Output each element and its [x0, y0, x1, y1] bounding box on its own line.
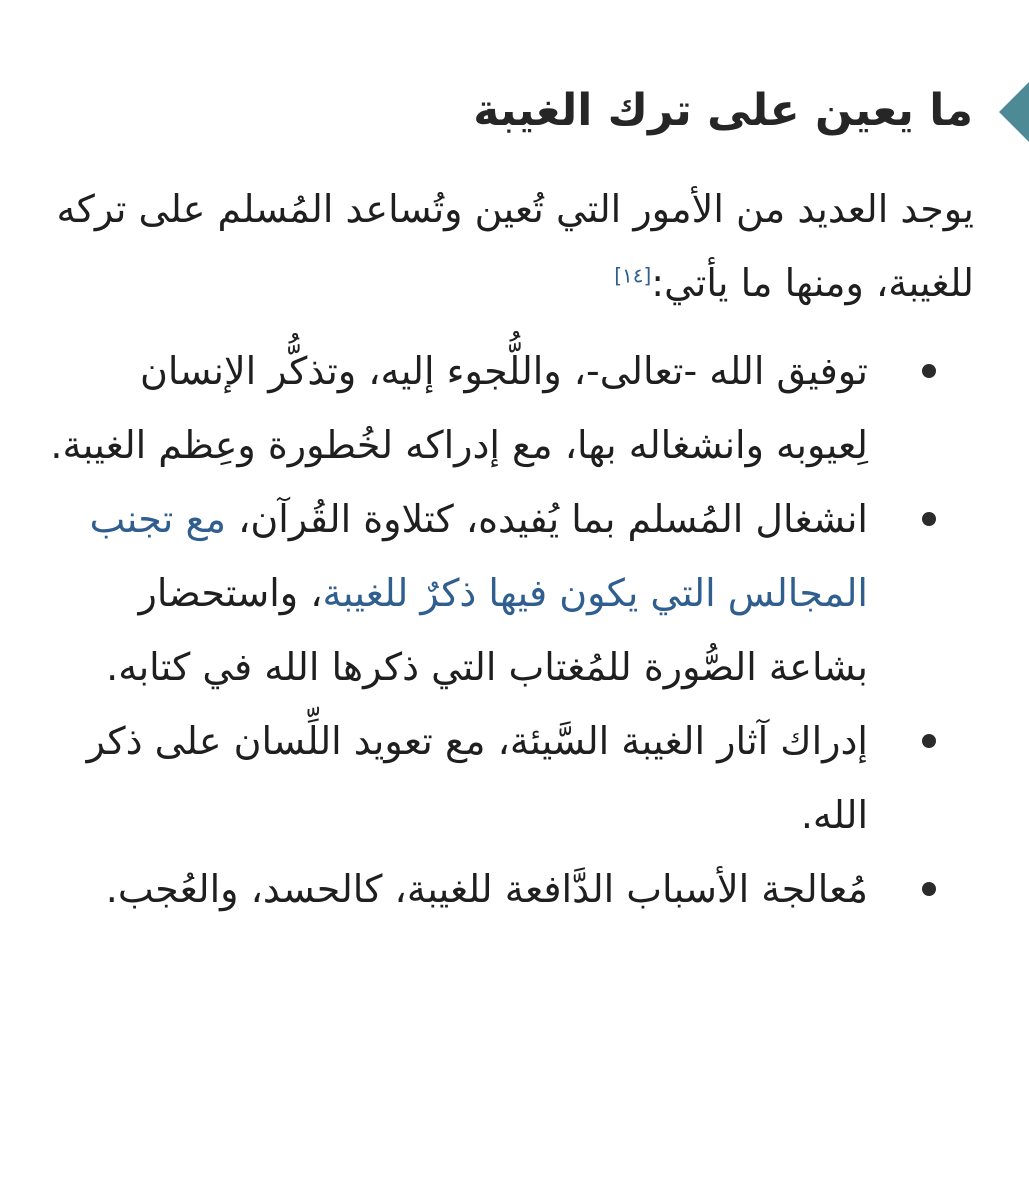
list-item-text: إدراك آثار الغيبة السَّيئة، مع تعويد اللِّسان على ذكر الله.	[86, 719, 868, 837]
reference-link[interactable]: [١٤]	[614, 263, 652, 288]
bullet-icon	[922, 882, 936, 896]
avoid-gatherings-link[interactable]: مع تجنب المجالس التي يكون فيها ذكرٌ للغيبة	[89, 497, 868, 615]
list-item-text-continued: ، واستحضار بشاعة الصُّورة للمُغتاب التي ذكرها الله في كتابه.	[106, 571, 868, 689]
section-heading: ما يعين على ترك الغيبة	[473, 85, 973, 136]
list-item-text: مُعالجة الأسباب الدَّافعة للغيبة، كالحسد، والعُجب.	[105, 867, 868, 911]
bullet-icon	[922, 364, 936, 378]
list-item	[39, 482, 974, 704]
bullet-icon	[922, 734, 936, 748]
intro-paragraph	[39, 172, 974, 320]
list-item-text: انشغال المُسلم بما يُفيده، كتلاوة القُرآن،	[226, 497, 868, 541]
list-item-text: توفيق الله -تعالى-، واللُّجوء إليه، وتذكُّر الإنسان لِعيوبه وانشغاله بها، مع إدراكه لخُطورة وعِظم الغيبة.	[50, 349, 868, 467]
list-item	[39, 704, 974, 852]
tips-list	[39, 334, 974, 926]
triangle-marker-icon	[999, 82, 1029, 142]
list-item	[39, 334, 974, 482]
intro-text: يوجد العديد من الأمور التي تُعين وتُساعد المُسلم على تركه للغيبة، ومنها ما يأتي:	[56, 187, 974, 305]
section-heading-row	[0, 78, 1029, 148]
bullet-icon	[922, 512, 936, 526]
list-item	[39, 852, 974, 926]
